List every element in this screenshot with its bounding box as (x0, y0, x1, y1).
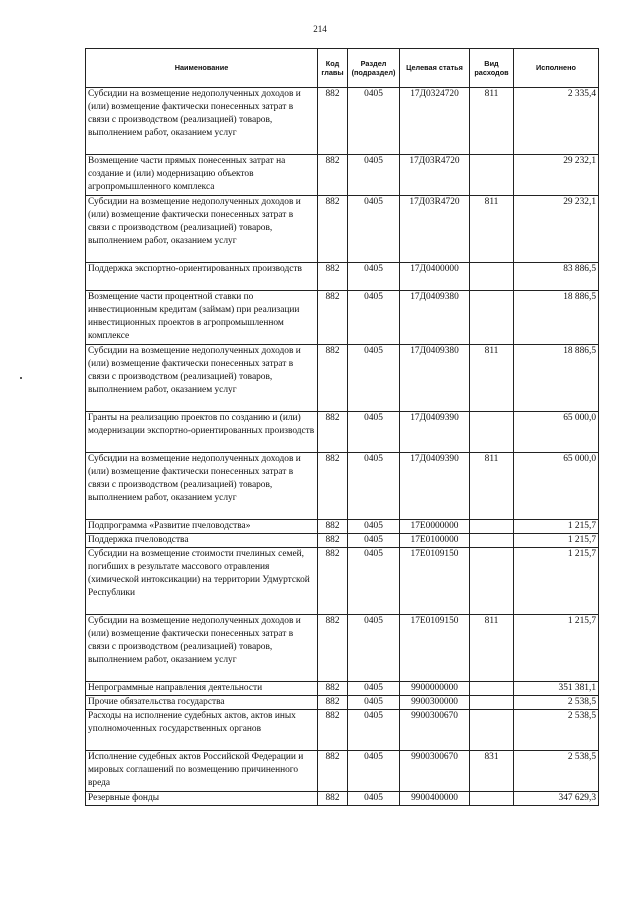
row-section: 0405 (348, 792, 400, 806)
row-section: 0405 (348, 196, 400, 263)
row-chapter: 882 (318, 196, 348, 263)
row-section: 0405 (348, 710, 400, 751)
table-row (86, 615, 599, 682)
table-row (86, 710, 599, 751)
row-chapter: 882 (318, 615, 348, 682)
row-name: Субсидии на возмещение недополученных доходов и (или) возмещение фактически понесенных затрат в связи с производством (реализацией) товаров, выполнением работ, оказанием услуг (86, 615, 318, 682)
row-name: Непрограммные направления деятельности (86, 682, 318, 696)
row-expense (470, 682, 514, 696)
row-section: 0405 (348, 682, 400, 696)
row-section: 0405 (348, 155, 400, 196)
page-number: 214 (313, 24, 327, 34)
row-name: Возмещение части прямых понесенных затрат на создание и (или) модернизацию объектов агропромышленного комплекса (86, 155, 318, 196)
scan-speck (20, 377, 22, 379)
row-executed: 1 215,7 (514, 615, 599, 682)
row-article: 17Д0409380 (400, 291, 470, 345)
row-article: 9900000000 (400, 682, 470, 696)
row-article: 17Д0324720 (400, 88, 470, 155)
row-expense: 811 (470, 345, 514, 412)
row-article: 17Д0409390 (400, 412, 470, 453)
row-expense (470, 534, 514, 548)
row-chapter: 882 (318, 345, 348, 412)
row-expense: 811 (470, 615, 514, 682)
row-chapter: 882 (318, 291, 348, 345)
row-section: 0405 (348, 520, 400, 534)
row-article: 17Д03R4720 (400, 155, 470, 196)
row-executed: 1 215,7 (514, 548, 599, 615)
row-executed: 351 381,1 (514, 682, 599, 696)
row-section: 0405 (348, 534, 400, 548)
row-executed: 2 335,4 (514, 88, 599, 155)
row-chapter: 882 (318, 520, 348, 534)
row-expense: 811 (470, 196, 514, 263)
row-executed: 1 215,7 (514, 534, 599, 548)
row-chapter: 882 (318, 534, 348, 548)
row-name: Поддержка пчеловодства (86, 534, 318, 548)
row-article: 17Е0000000 (400, 520, 470, 534)
row-name: Субсидии на возмещение стоимости пчелиных семей, погибших в результате массового отравления (химической интоксикации) на территории Удмуртской Республики (86, 548, 318, 615)
row-article: 9900300000 (400, 696, 470, 710)
row-expense (470, 548, 514, 615)
row-article: 17Д0409380 (400, 345, 470, 412)
table-row (86, 682, 599, 696)
row-name: Поддержка экспортно-ориентированных производств (86, 263, 318, 291)
row-name: Субсидии на возмещение недополученных доходов и (или) возмещение фактически понесенных затрат в связи с производством (реализацией) товаров, выполнением работ, оказанием услуг (86, 88, 318, 155)
table-row (86, 291, 599, 345)
header-article: Целевая статья (400, 49, 470, 88)
row-name: Возмещение части процентной ставки по инвестиционным кредитам (займам) при реализации инвестиционных проектов в агропромышленном комплексе (86, 291, 318, 345)
row-section: 0405 (348, 88, 400, 155)
row-expense: 811 (470, 88, 514, 155)
row-article: 9900300670 (400, 710, 470, 751)
row-expense (470, 792, 514, 806)
row-expense (470, 263, 514, 291)
row-name: Исполнение судебных актов Российской Федерации и мировых соглашений по возмещению причиненного вреда (86, 751, 318, 792)
header-chapter: Код главы (318, 49, 348, 88)
row-chapter: 882 (318, 548, 348, 615)
row-chapter: 882 (318, 682, 348, 696)
row-chapter: 882 (318, 710, 348, 751)
row-executed: 347 629,3 (514, 792, 599, 806)
table-row (86, 196, 599, 263)
table-row (86, 88, 599, 155)
row-article: 9900400000 (400, 792, 470, 806)
header-section: Раздел (подраздел) (348, 49, 400, 88)
table-row (86, 155, 599, 196)
row-executed: 2 538,5 (514, 710, 599, 751)
header-name: Наименование (86, 49, 318, 88)
row-article: 9900300670 (400, 751, 470, 792)
row-chapter: 882 (318, 453, 348, 520)
row-expense (470, 520, 514, 534)
row-chapter: 882 (318, 412, 348, 453)
row-section: 0405 (348, 696, 400, 710)
row-section: 0405 (348, 548, 400, 615)
row-executed: 65 000,0 (514, 412, 599, 453)
row-article: 17Д03R4720 (400, 196, 470, 263)
row-chapter: 882 (318, 792, 348, 806)
row-executed: 65 000,0 (514, 453, 599, 520)
row-expense: 831 (470, 751, 514, 792)
row-name: Подпрограмма «Развитие пчеловодства» (86, 520, 318, 534)
table-row (86, 263, 599, 291)
table-row (86, 696, 599, 710)
table-row (86, 345, 599, 412)
row-section: 0405 (348, 453, 400, 520)
row-executed: 2 538,5 (514, 696, 599, 710)
row-section: 0405 (348, 345, 400, 412)
row-expense (470, 696, 514, 710)
row-chapter: 882 (318, 263, 348, 291)
row-name: Субсидии на возмещение недополученных доходов и (или) возмещение фактически понесенных затрат в связи с производством (реализацией) товаров, выполнением работ, оказанием услуг (86, 196, 318, 263)
row-executed: 29 232,1 (514, 196, 599, 263)
table-row (86, 548, 599, 615)
row-name: Субсидии на возмещение недополученных доходов и (или) возмещение фактически понесенных затрат в связи с производством (реализацией) товаров, выполнением работ, оказанием услуг (86, 345, 318, 412)
budget-table (85, 48, 599, 806)
row-name: Резервные фонды (86, 792, 318, 806)
row-section: 0405 (348, 263, 400, 291)
table-row (86, 751, 599, 792)
row-section: 0405 (348, 751, 400, 792)
table-row (86, 453, 599, 520)
row-chapter: 882 (318, 751, 348, 792)
table-row (86, 792, 599, 806)
row-executed: 1 215,7 (514, 520, 599, 534)
row-expense (470, 291, 514, 345)
row-article: 17Е0100000 (400, 534, 470, 548)
row-name: Расходы на исполнение судебных актов, актов иных уполномоченных государственных органов (86, 710, 318, 751)
row-article: 17Д0400000 (400, 263, 470, 291)
row-expense (470, 412, 514, 453)
table-row (86, 534, 599, 548)
table-header-row (86, 49, 599, 88)
row-chapter: 882 (318, 696, 348, 710)
row-article: 17Д0409390 (400, 453, 470, 520)
table-row (86, 520, 599, 534)
row-article: 17Е0109150 (400, 548, 470, 615)
row-expense: 811 (470, 453, 514, 520)
row-name: Прочие обязательства государства (86, 696, 318, 710)
row-name: Субсидии на возмещение недополученных доходов и (или) возмещение фактически понесенных затрат в связи с производством (реализацией) товаров, выполнением работ, оказанием услуг (86, 453, 318, 520)
header-executed: Исполнено (514, 49, 599, 88)
row-chapter: 882 (318, 88, 348, 155)
row-executed: 29 232,1 (514, 155, 599, 196)
row-executed: 83 886,5 (514, 263, 599, 291)
row-expense (470, 710, 514, 751)
row-executed: 18 886,5 (514, 291, 599, 345)
row-name: Гранты на реализацию проектов по созданию и (или) модернизации экспортно-ориентированных производств (86, 412, 318, 453)
row-article: 17Е0109150 (400, 615, 470, 682)
row-section: 0405 (348, 291, 400, 345)
row-chapter: 882 (318, 155, 348, 196)
row-executed: 2 538,5 (514, 751, 599, 792)
row-section: 0405 (348, 615, 400, 682)
row-expense (470, 155, 514, 196)
row-section: 0405 (348, 412, 400, 453)
table-row (86, 412, 599, 453)
row-executed: 18 886,5 (514, 345, 599, 412)
header-expense: Вид расходов (470, 49, 514, 88)
